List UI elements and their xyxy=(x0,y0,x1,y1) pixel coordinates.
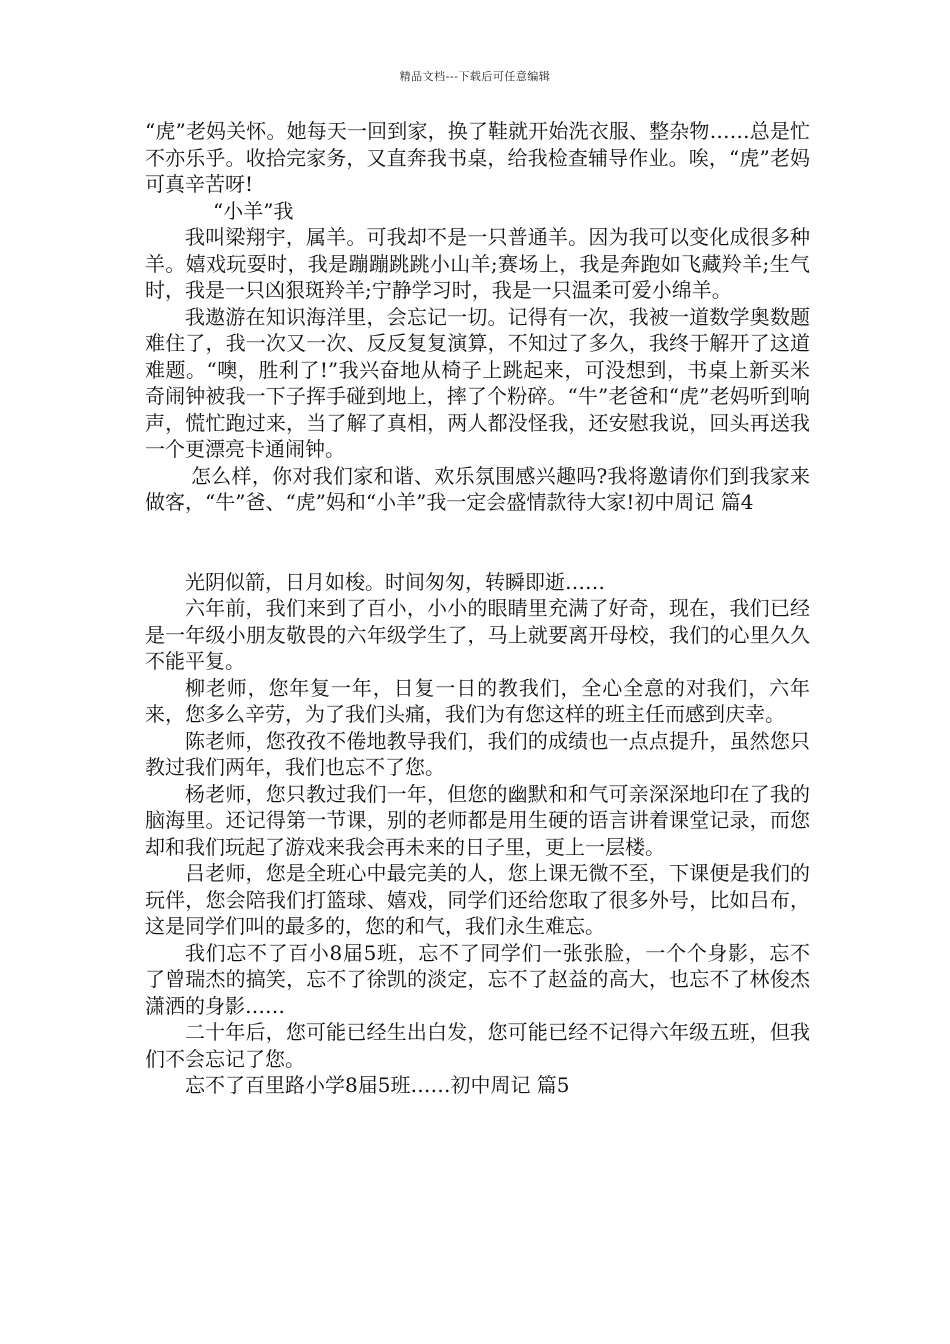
paragraph: 我遨游在知识海洋里，会忘记一切。记得有一次，我被一道数学奥数题难住了，我一次又一次、反反复复演算，不知过了多久，我终于解开了这道难题。“噢，胜利了!”我兴奋地从椅子上跳起来，可没想到，书桌上新买米奇闹钟被我一下子挥手碰到地上，摔了个粉碎。“牛”老爸和“虎”老妈听到响声，慌忙跑过来，当了解了真相，两人都没怪我，还安慰我说，回头再送我一个更漂亮卡通闹钟。 xyxy=(145,304,810,461)
paragraph: 六年前，我们来到了百小，小小的眼睛里充满了好奇，现在，我们已经是一年级小朋友敬畏的六年级学生了，马上就要离开母校，我们的心里久久不能平复。 xyxy=(145,596,810,673)
section-gap xyxy=(145,516,810,569)
paragraph: 吕老师，您是全班心中最完美的人，您上课无微不至，下课便是我们的玩伴，您会陪我们打篮球、嬉戏，同学们还给您取了很多外号，比如吕布，这是同学们叫的最多的，您的和气，我们永生难忘。 xyxy=(145,861,810,938)
section-heading: “小羊”我 xyxy=(213,198,294,223)
document-body xyxy=(145,118,810,1099)
paragraph: 我叫梁翔宇，属羊。可我却不是一只普通羊。因为我可以变化成很多种羊。嬉戏玩耍时，我是蹦蹦跳跳小山羊;赛场上，我是奔跑如飞藏羚羊;生气时，我是一只凶狠斑羚羊;宁静学习时，我是一只温柔可爱小绵羊。 xyxy=(145,225,810,302)
paragraph: 我们忘不了百小8届5班，忘不了同学们一张张脸，一个个身影，忘不了曾瑞杰的搞笑，忘不了徐凯的淡定，忘不了赵益的高大，也忘不了林俊杰潇洒的身影…… xyxy=(145,940,810,1018)
paragraph: 光阴似箭，日月如梭。时间匆匆，转瞬即逝…… xyxy=(185,569,605,594)
paragraph: “虎”老妈关怀。她每天一回到家，换了鞋就开始洗衣服、整杂物……总是忙不亦乐乎。收拾完家务，又直奔我书桌，给我检查辅导作业。唉，“虎”老妈可真辛苦呀! xyxy=(145,119,810,196)
paragraph: 陈老师，您孜孜不倦地教导我们，我们的成绩也一点点提升，虽然您只教过我们两年，我们也忘不了您。 xyxy=(145,728,810,779)
paragraph: 二十年后，您可能已经生出白发，您可能已经不记得六年级五班，但我们不会忘记了您。 xyxy=(145,1020,810,1071)
paragraph: 柳老师，您年复一年，日复一日的教我们，全心全意的对我们，六年来，您多么辛劳，为了我们头痛，我们为有您这样的班主任而感到庆幸。 xyxy=(145,675,810,726)
page-header: 精品文档---下载后可任意编辑 xyxy=(399,70,551,83)
paragraph: 怎么样，你对我们家和谐、欢乐氛围感兴趣吗?我将邀请你们到我家来做客，“牛”爸、“虎”妈和“小羊”我一定会盛情款待大家!初中周记 篇4 xyxy=(145,463,810,514)
paragraph: 杨老师，您只教过我们一年，但您的幽默和和气可亲深深地印在了我的脑海里。还记得第一节课，别的老师都是用生硬的语言讲着课堂记录，而您却和我们玩起了游戏来我会再未来的日子里，更上一层楼。 xyxy=(145,781,810,859)
paragraph: 忘不了百里路小学8届5班……初中周记 篇5 xyxy=(185,1073,570,1097)
